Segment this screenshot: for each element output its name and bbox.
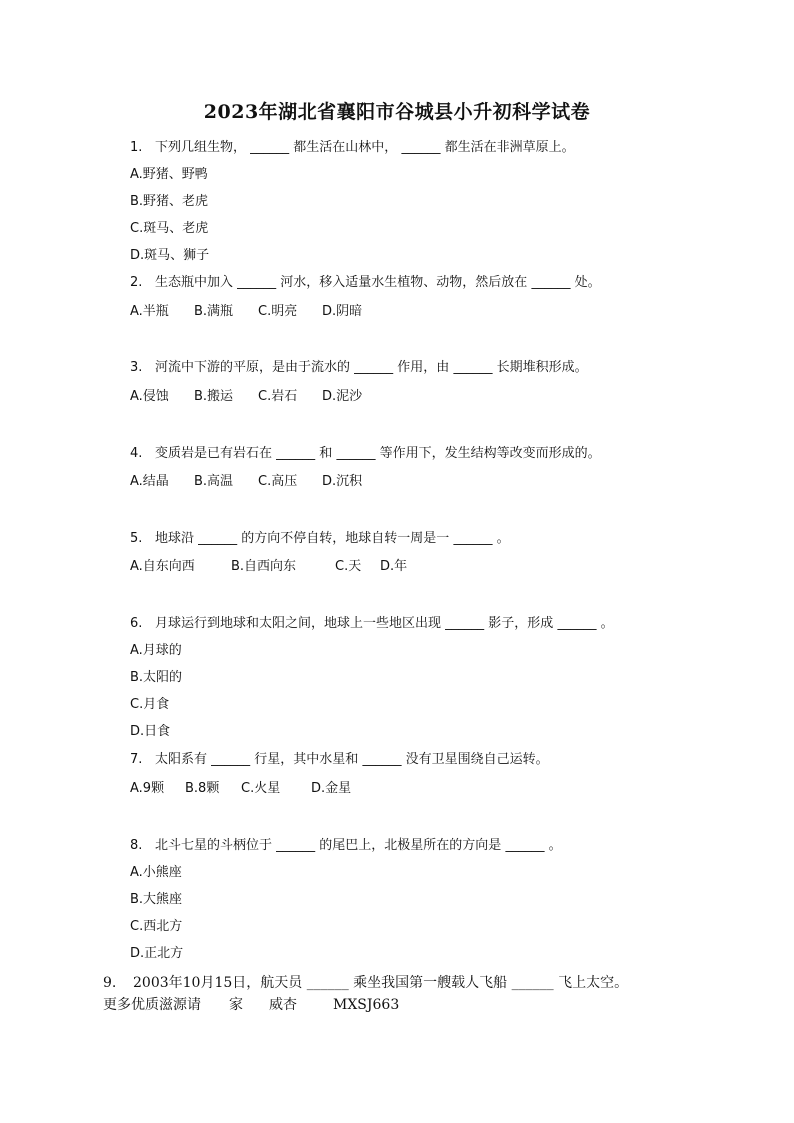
- option-a[interactable]: A.侵蚀: [130, 389, 169, 404]
- question-text: 的方向不停自转，地球自转一周是一: [241, 531, 450, 546]
- option-c[interactable]: C.高压: [258, 474, 298, 489]
- question-text: 都生活在非洲草原上。: [444, 140, 575, 155]
- answer-blank[interactable]: ______: [198, 531, 238, 546]
- question-number: 1.: [130, 140, 143, 155]
- question-text: 等作用下，发生结构等改变而形成的。: [379, 446, 601, 461]
- question-text: 河流中下游的平原，是由于流水的: [155, 360, 351, 375]
- question-text: 变质岩是已有岩石在: [155, 446, 273, 461]
- option-c[interactable]: C.斑马、老虎: [130, 221, 209, 236]
- option-d[interactable]: D.泥沙: [322, 389, 363, 404]
- question-text: 飞上太空。: [558, 975, 629, 991]
- question-4: [130, 445, 601, 463]
- question-text: 河水，移入适量水生植物、动物，然后放在: [280, 275, 528, 290]
- question-text: 。: [548, 838, 562, 853]
- option-a[interactable]: A.自东向西: [130, 559, 195, 574]
- question-text: 太阳系有: [155, 752, 208, 767]
- option-a[interactable]: A.半瓶: [130, 304, 169, 319]
- option-d[interactable]: D.正北方: [130, 946, 184, 961]
- answer-blank[interactable]: ______: [453, 360, 493, 375]
- question-text: 2003年10月15日，航天员: [133, 975, 303, 991]
- option-b[interactable]: B.高温: [194, 474, 234, 489]
- option-b[interactable]: B.满瓶: [194, 304, 234, 319]
- answer-blank[interactable]: ______: [354, 360, 394, 375]
- question-text: 作用，由: [397, 360, 450, 375]
- option-d[interactable]: D.金星: [311, 781, 352, 796]
- question-number: 6.: [130, 616, 143, 631]
- question-6: [130, 615, 614, 633]
- option-d[interactable]: D.年: [380, 559, 408, 574]
- answer-blank[interactable]: ______: [306, 975, 349, 991]
- page-title: 2023年湖北省襄阳市谷城县小升初科学试卷: [203, 101, 591, 123]
- question-text: 。: [496, 531, 510, 546]
- question-2: [130, 274, 601, 292]
- option-c[interactable]: C.明亮: [258, 304, 298, 319]
- option-b[interactable]: B.8颗: [185, 781, 220, 796]
- question-3: [130, 359, 588, 377]
- question-number: 8.: [130, 838, 143, 853]
- question-8: [130, 837, 562, 855]
- option-a[interactable]: A.月球的: [130, 643, 182, 658]
- footer-text: 家: [229, 997, 243, 1013]
- question-text: 地球沿: [155, 531, 195, 546]
- answer-blank[interactable]: ______: [511, 975, 554, 991]
- answer-blank[interactable]: ______: [531, 275, 571, 290]
- option-c[interactable]: C.西北方: [130, 919, 183, 934]
- question-9: [103, 974, 628, 992]
- question-text: 乘坐我国第一艘载人飞船: [353, 975, 508, 991]
- answer-blank[interactable]: ______: [445, 616, 485, 631]
- option-b[interactable]: B.野猪、老虎: [130, 194, 209, 209]
- answer-blank[interactable]: ______: [336, 446, 376, 461]
- question-text: 北斗七星的斗柄位于: [155, 838, 273, 853]
- option-d[interactable]: D.斑马、狮子: [130, 248, 210, 263]
- answer-blank[interactable]: ______: [453, 531, 493, 546]
- footer-note: [103, 996, 399, 1014]
- answer-blank[interactable]: ______: [211, 752, 251, 767]
- footer-text: 威杏: [269, 997, 297, 1013]
- question-text: 下列几组生物，: [155, 140, 247, 155]
- option-d[interactable]: D.沉积: [322, 474, 363, 489]
- answer-blank[interactable]: ______: [505, 838, 545, 853]
- question-1: [130, 139, 575, 157]
- question-text: 的尾巴上，北极星所在的方向是: [319, 838, 502, 853]
- option-b[interactable]: B.大熊座: [130, 892, 183, 907]
- options-row: [130, 558, 407, 576]
- question-number: 4.: [130, 446, 143, 461]
- question-text: 长期堆积形成。: [496, 360, 588, 375]
- question-text: 影子，形成: [488, 616, 554, 631]
- option-a[interactable]: A.野猪、野鸭: [130, 167, 208, 182]
- footer-text: 更多优质滋源请: [103, 997, 201, 1013]
- answer-blank[interactable]: ______: [401, 140, 441, 155]
- question-5: [130, 530, 510, 548]
- answer-blank[interactable]: ______: [557, 616, 597, 631]
- question-number: 5.: [130, 531, 143, 546]
- footer-code: MXSJ663: [333, 997, 400, 1013]
- option-b[interactable]: B.太阳的: [130, 670, 183, 685]
- options-row: [130, 473, 362, 491]
- option-b[interactable]: B.自西向东: [231, 559, 297, 574]
- option-a[interactable]: A.小熊座: [130, 865, 182, 880]
- option-c[interactable]: C.岩石: [258, 389, 298, 404]
- question-text: 没有卫星围绕自己运转。: [405, 752, 549, 767]
- option-c[interactable]: C.天: [335, 559, 362, 574]
- option-d[interactable]: D.阴暗: [322, 304, 363, 319]
- option-c[interactable]: C.月食: [130, 697, 170, 712]
- option-a[interactable]: A.结晶: [130, 474, 169, 489]
- options-row: [130, 388, 362, 406]
- question-number: 3.: [130, 360, 143, 375]
- question-number: 7.: [130, 752, 143, 767]
- option-b[interactable]: B.搬运: [194, 389, 234, 404]
- options-row: [130, 303, 362, 321]
- answer-blank[interactable]: ______: [276, 446, 316, 461]
- question-number: 2.: [130, 275, 143, 290]
- answer-blank[interactable]: ______: [362, 752, 402, 767]
- answer-blank[interactable]: ______: [237, 275, 277, 290]
- answer-blank[interactable]: ______: [250, 140, 290, 155]
- question-7: [130, 751, 549, 769]
- option-c[interactable]: C.火星: [241, 781, 281, 796]
- question-text: 行星，其中水星和: [254, 752, 359, 767]
- question-text: 和: [319, 446, 333, 461]
- options-row: [130, 780, 351, 798]
- option-d[interactable]: D.日食: [130, 724, 171, 739]
- option-a[interactable]: A.9颗: [130, 781, 165, 796]
- question-text: 处。: [574, 275, 601, 290]
- question-text: 都生活在山林中，: [293, 140, 398, 155]
- answer-blank[interactable]: ______: [276, 838, 316, 853]
- question-number: 9.: [103, 975, 117, 991]
- question-text: 月球运行到地球和太阳之间，地球上一些地区出现: [155, 616, 442, 631]
- question-text: 生态瓶中加入: [155, 275, 234, 290]
- question-text: 。: [600, 616, 614, 631]
